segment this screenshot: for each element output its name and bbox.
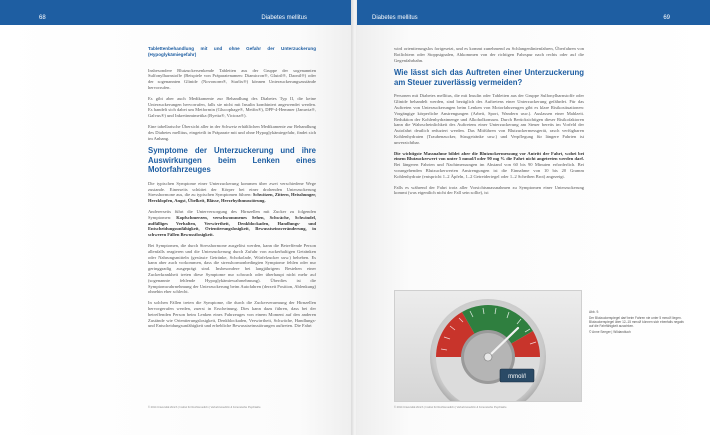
- gauge-unit-label: mmol/l: [508, 374, 526, 380]
- left-paragraph-4-symptoms: Schwitzen, Zittern, Heisshunger, Herzklopfen, Angst, Übelkeit, Blässe, Herzrhythmusstörung.: [148, 192, 316, 204]
- right-paragraph-1: Personen mit Diabetes mellitus, die mit Insulin oder Tabletten aus der Gruppe Sulfonylharnstoffe oder Glinide behandelt werden, sind bezüglich des Auftretens einer Unterzuckerung gefährdet. Für das Auftreten von Unterzuckerungen beim Lenken von Motorfahrzeugen gibt es klare Risikosituationen: Vorgängige körperliche Anstrengungen (Arbeit, Sport, Wandern usw.). Auslassen einer Mahlzeit. Reduktion der Kohlenhydratmenge und Alkoholkonsum. Durch Berücksichtigen dieser Risikofaktoren kann die Wahrscheinlichkeit des Auftretens einer Unterzuckerung am Steuer bereits im Vorfeld der Autofahrt deutlich reduziert werden. Das Mitführen von Blutzuckermessgerät, rasch verfügbaren Kohlenhydraten (Traubenzucker, Süssgetränke usw.) und Verpflegung für längere Fahrten ist unverzichtbar.: [394, 93, 584, 145]
- right-paragraph-2-text: Bei längeren Fahrten und Nachtmessungen im Abstand von 60 bis 90 Minuten erforderlich. Bei vorangehenden Blutzuckerwerten Anstrengungen ist die Einnahme von 10 bis 20 Gramm Kohlenhydrate (entspricht 1–2 Äpfeln, 1–2 Getreideriegel oder 1–2 Scheiben Brot) angezeigt.: [394, 162, 584, 179]
- right-paragraph-2: [394, 151, 584, 180]
- right-footer: © 2014 Universität Zürich | Institut für Rechtsmedizin | Verkehrsmedizin & Forensische Psychiatrie: [394, 406, 507, 409]
- glucose-gauge-svg: [395, 291, 581, 401]
- right-page: [357, 0, 710, 435]
- left-paragraph-1: Insbesondere Blutzuckersenkende Tabletten aus der Gruppe der sogenannten Sulfonylharnstoffe (Beispiele von Präparatenamen: Diamicron®, Glutril®, Daonil®) oder der sogenannten Glinide (Novonorm®, Starlix®) können Unterzuckerungszustände hervorrufen.: [148, 67, 316, 90]
- right-body: [394, 46, 584, 201]
- left-paragraph-5: [148, 209, 316, 238]
- left-paragraph-6: Bei Symptomen, die durch Stresshormone ausgelöst werden, kann die Betreffende Person allenfalls reagieren und die Unterzuckerung durch Zufuhr von zuckerhaltigen Getränken oder Nahrungsmitteln (gesüsste Getränke, Schokolade, Würfelzucker usw.) beheben. Es kann aber auch vorkommen, dass die stresshormonbedingten Symptome fehlen oder nur geringgradig ausgeprägt sind. Insbesondere bei langjährigem Bestehen einer Zuckerkrankheit treten diese Symptome nur schwach oder überhaupt nicht mehr auf (sogenannte fehlende Hypoglykämiewahrnehmung). Überdies ist die Symptomwahrnehmung der Unterzuckerung beim Autofahren (derzeit Position, Ablenkung) ohnehin eher schlecht.: [148, 243, 316, 295]
- left-paragraph-4: [148, 181, 316, 204]
- right-page-number: 69: [663, 15, 670, 21]
- right-paragraph-3: Falls es während der Fahrt trotz aller Vorsichtsmassnahmen zu Symptomen einer Unterzuckerung kommt (was eigentlich nicht der Fall sein sollte), ist: [394, 184, 584, 196]
- caption-label: Abb. 9.: [589, 310, 600, 314]
- right-header-band: [357, 0, 710, 25]
- left-subheading: Tablettenbehandlung mit und ohne Gefahr der Unterzuckerung (Hypoglykämiegefahr): [148, 46, 316, 57]
- left-header-band: [0, 0, 353, 25]
- left-page: [0, 0, 353, 435]
- left-body: [148, 46, 316, 334]
- left-paragraph-7: In solchen Fällen treten die Symptome, die durch die Zuckerverarmung der Hirnzellen hervorgerufen werden, zuerst in Erscheinung. Dies kann dazu führen, dass bei der betreffenden Person beim Lenken eines Fahrzeuges von einem Moment auf den anderen Zustände wie Orientierungslosigkeit, Denkblockaden, Verwirrtheit, Schwäche, Handlungs- und Entscheidungsunfähigkeit und erhebliche Bewusstseinsstörungen auftreten. Die Fahrt: [148, 300, 316, 329]
- left-page-number: 68: [39, 15, 46, 21]
- left-paragraph-2: Es gibt aber auch Medikamente zur Behandlung des Diabetes Typ II, die keine Unterzuckerungen hervorrufen, falls sie nicht mit Insulin kombiniert angewendet werden. Es handelt sich dabei um Metformin (Glucophage®, Metfin®), DPP-4-Hemmer (Januvia®, Galvus®) und Inkretinmimetika (Byetta®, Victoza®).: [148, 95, 316, 119]
- left-running-title: Diabetes mellitus: [261, 15, 307, 21]
- glucose-gauge-figure: [394, 290, 582, 402]
- gauge-needle-pivot: [484, 353, 492, 361]
- figure-caption: [589, 310, 689, 336]
- left-paragraph-5-text: Andererseits führt die Unterversorgung des Hirnzellen mit Zucker zu folgenden Symptomen:: [148, 209, 316, 220]
- right-running-title: Diabetes mellitus: [372, 15, 418, 21]
- caption-credit: © Anne Seeger | Wildandtuch: [589, 330, 631, 335]
- left-paragraph-4-text: Die typischen Symptome einer Unterzuckerung kommen über zwei verschiedene Wege zustande. Einerseits schüttet der Körper bei einer drohenden Unterzuckerung Stresshormone aus, die zu typischen Symptomen führen:: [148, 180, 316, 198]
- right-paragraph-0: wird orientierungslos fortgesetzt, und es kommt zunehmend zu Schlangenlinienfahren, Überfahren von Rotlichtern oder Stoppsignalen, Abkommen von der richtigen Fahrspur nach rechts oder auf die Gegenfahrbahn.: [394, 46, 584, 63]
- right-section-heading: Wie lässt sich das Auftreten einer Unterzuckerung am Steuer zuverlässig vermeiden?: [394, 68, 584, 87]
- left-paragraph-5-symptoms: Kopfschmerzen, verschwommenes Sehen, Schwäche, Schwindel, auffälliges Verhalten, Verwirrtheit, Denkblockaden, Handlungs- und Entscheidungsunfähigkeit, Orientierungslosigkeit, Bewusstseinsveränderung, in schweren Fällen Bewusstlosigkeit.: [148, 214, 316, 238]
- caption-text: Der Blutzuckerspiegel darf beim Fahren nie unter 5 mmol/l liegen. Blutzuckerspiegel über 12–15 mmol/l können sich ebenfalls negativ auf die Fahrfähigkeit auswirken.: [589, 316, 684, 329]
- left-section-heading: Symptome der Unterzuckerung und ihre Auswirkungen beim Lenken eines Motorfahrzeuges: [148, 146, 316, 175]
- left-paragraph-3: Eine tabellarische Übersicht aller in der Schweiz erhältlichen Medikamente zur Behandlung des Diabetes mellitus, eingeteilt in Präparate mit und ohne Hypoglykämiegefahr, findet sich im Anhang.: [148, 123, 316, 141]
- right-paragraph-2-key-measure: Die wichtigste Massnahme bildet aber die Blutzuckermessung vor Antritt der Fahrt, wobei bei einem Blutzuckerwert von unter 5 mmol/l oder 90 mg % die Fahrt nicht angetreten werden darf.: [394, 150, 584, 162]
- left-footer: © 2014 Universität Zürich | Institut für Rechtsmedizin | Verkehrsmedizin & Forensische Psychiatrie: [148, 406, 261, 409]
